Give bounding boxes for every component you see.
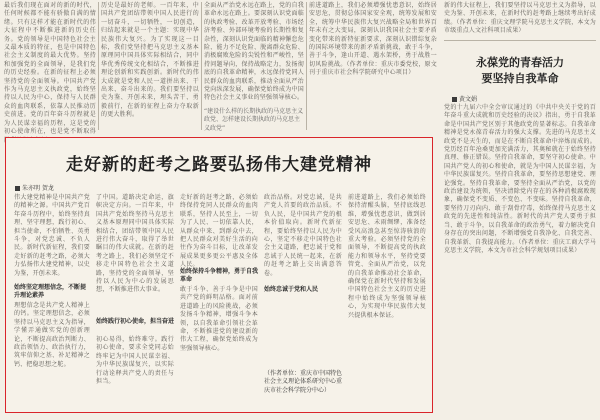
section-heading-3: 始终保持斗争精神，勇于自我革命 <box>180 268 259 284</box>
top-column-4: 前进道路上，我们必须增强忧患意识，始终居安思危，贯彻总体国家安全观，统筹发展和安全，统筹中华民族伟大复兴战略全局和世界百年未有之大变局，深刻认识我国社会主要矛盾变化带来的新特征新要求，深刻认识错综复杂的国际环境带来的新矛盾新挑战，敢于斗争，善于斗争，逢山开道、遇水架桥，勇于战胜一切风险挑战。（作者单位：重庆市委党校，原文刊于重庆市社会科学院研究中心项目） <box>309 2 437 77</box>
article-column-4: 政治品格。对党忠诚，是共产党人首要的政治品质。不负人民，是中国共产党的根本价值取向。新时代新征程，要始终坚持以人民为中心，坚定不移走中国特色社会主义道路，把忠诚于党和忠诚于人民统一起来，在新的赶考之路上交出满意答卷。 <box>264 194 342 277</box>
side-article-title-line1: 永葆党的青春活力 <box>476 56 564 69</box>
side-top-rule <box>444 40 596 41</box>
article-byline: 朱亦明 贺龙 <box>15 183 54 192</box>
article-column-2: 了中国。道路决定命运，旗帜决定方向。一百年来，中国共产党始终坚持马克思主义基本原理同中国具体实际相结合，团结带领中国人民进行伟大奋斗，取得了举世瞩目的伟大成就。在新的赶考之路上，我们必须坚定不移走中国特色社会主义道路，坚持党的全面领导，坚持以人民为中心的发展思想，不断推进伟大事业。 <box>96 194 174 294</box>
top-column-2: 历史是最好的老师。一百年来，中国共产党团结带领中国人民进行的一切奋斗，一切牺牲，一切创造，归结起来就是一个主题：实现中华民族伟大复兴。为了实现这一目标，我们党坚持把马克思主义基本原理同中国具体实际相结合，同中华优秀传统文化相结合，不断推进理论创新和实践创新。新时代的伟大成就是党和人民一道拼出来、干出来、奋斗出来的。我们要坚持以史为鉴、开创未来，埋头苦干、勇毅前行，在新的征程上奋力夺取新的更大胜利。 <box>101 2 199 119</box>
top-column-1: 最后我们现在面对的新的时代，任何时候都不能有骄傲自满的情绪。只有这样才能在新时代的伟大征程中不断推进新的历史任务。党的领导是中国特色社会主义最本质的特征，也是中国特色社会主义制度的最大优势。坚持和加强党的全面领导，是我们党的历史经验。在新的征程上必须坚持党的全面领导。中国共产党作为马克思主义执政党，始终坚持以人民为中心，保持与人民群众的血肉联系，依靠人民推动历史前进。党的百年奋斗历程就是为人民谋幸福的历程，这是党的初心使命所在，也是党不断取得 <box>4 2 96 136</box>
byline-marker-icon <box>15 186 20 191</box>
top-column-3-note: “建设什么样的长期执政的马克思主义政党、怎样建设长期执政的马克思主义政党” <box>204 108 304 132</box>
side-article-body: 党的十九届六中全会审议通过的《中共中央关于党的百年奋斗重大成就和历史经验的决议》指出，勇于自我革命是中国共产党区别于其他政党的显著标志。自我革命精神是党永葆青春活力的强大支撑。先进的马克思主义政党不是天生的，而是在不断自我革命中淬炼而成的。党历经百年沧桑更加充满活力，其奥秘就在于始终坚持真理、修正错误。坚持自我革命，要坚守初心使命。中国共产党人的初心和使命，就是为中国人民谋幸福，为中华民族谋复兴。坚持自我革命，要坚持思想建党、理论强党。坚持自我革命，要坚持全面从严治党，以党的政治建设为统领，坚决清除党内存在的各种消极腐败现象，确保党不变质、不变色、不变味。坚持自我革命，要坚持刀刃向内、敢于刮骨疗毒，始终保持马克思主义政党的先进性和纯洁性。新时代的共产党人要勇于担当、敢于斗争，以自我革命的政治勇气，着力解决党自身存在的突出问题，不断增强党自我净化、自我完善、自我革新、自我提高能力。（作者单位：重庆工商大学马克思主义学院，本文为市社会科学规划项目成果） <box>444 104 597 254</box>
section-heading-1: 始终坚定理想信念，不断提升理论素养 <box>14 284 87 300</box>
article-column-3-cont: 敢于斗争、善于斗争是中国共产党的鲜明品格。面对前进道路上的风险挑战，必须发扬斗争精神，增强斗争本领，以自我革命引领社会革命，不断推进党的建设新的伟大工程，确保党始终成为坚强领导核心。 <box>180 286 258 352</box>
article-column-1: 伟大建党精神是中国共产党的精神之源。中国共产党百年奋斗历程中，始终坚持真理、坚守理想，践行初心、担当使命，不怕牺牲、英勇斗争，对党忠诚、不负人民。新时代新征程，我们要走好新的赶考之路，必须大力弘扬伟大建党精神，以史为鉴，开创未来。 <box>14 194 90 277</box>
side-article-byline: 黄文娟 <box>452 94 477 103</box>
highlighted-article <box>5 137 433 413</box>
byline-marker-icon <box>452 97 457 102</box>
section-heading-4: 始终忠诚于党和人民 <box>264 286 319 293</box>
top-column-3: 全面从严治党永远在路上，党的自我革命永远在路上。要深刻认识党面临的执政考验、改革开放考验、市场经济考验、外部环境考验的长期性和复杂性，深刻认识党面临的精神懈怠危险、能力不足危险、脱离群众危险、消极腐败危险的尖锐性和严峻性，坚持问题导向，保持战略定力，发扬彻底的自我革命精神，永远保持党同人民群众的血肉联系，推动全面从严治党向纵深发展，确保党始终成为中国特色社会主义事业的坚强领导核心。 <box>204 2 304 102</box>
article-column-3: 走好新的赶考之路，必须始终保持党同人民群众的血肉联系，坚持人民至上，一切为了人民、一切依靠人民，从群众中来、到群众中去，把人民群众对美好生活的向往作为奋斗目标，让改革发展成果更多更公平惠及全体人民。 <box>180 194 258 269</box>
article-headline: 走好新的赶考之路要弘扬伟大建党精神 <box>66 155 372 175</box>
section-heading-2: 始终践行初心使命，担当奋进 <box>96 318 175 325</box>
column-divider <box>98 2 99 130</box>
article-column-5: 前进道路上，我们必须始终保持清醒头脑，坚持底线思维，增强忧患意识，做到居安思危、未雨绸缪，准备经受风高浪急甚至惊涛骇浪的重大考验。必须坚持党的全面领导，不断提高党的执政能力和领导水平，坚持党要管党、全面从严治党，以党的自我革命推动社会革命，确保党在新时代坚持和发展中国特色社会主义的历史进程中始终成为坚强领导核心，为实现中华民族伟大复兴提供根本保证。 <box>348 194 426 319</box>
column-divider <box>306 2 307 130</box>
article-author-note: （作者单位：重庆市中国特色社会主义理论体系研究中心重庆市社会科学院分中心） <box>264 370 343 394</box>
side-top-text: 新的伟大征程上，我们要坚持以马克思主义为指导，以史为鉴、开创未来，在新时代的赶考路上继续考出好成绩。（作者单位：重庆文理学院马克思主义学院，本文为市级重点人文社科项目成果） <box>444 2 597 35</box>
column-divider <box>201 2 202 130</box>
article-column-1-cont: 理想信念是共产党人精神上的钙。坚定理想信念，必须坚持以马克思主义为指导，学懂弄通做实党的创新理论，不断提高政治判断力、政治领悟力、政治执行力，筑牢信仰之基、补足精神之钙、把稳思想之舵。 <box>14 302 90 368</box>
side-article-title-line2: 要坚持自我革命 <box>481 72 559 85</box>
article-column-2-cont: 初心易得，始终难守。践行初心使命，要求全党同志始终牢记为中国人民谋幸福、为中华民族谋复兴，以实际行动诠释共产党人的责任与担当。 <box>96 336 174 386</box>
